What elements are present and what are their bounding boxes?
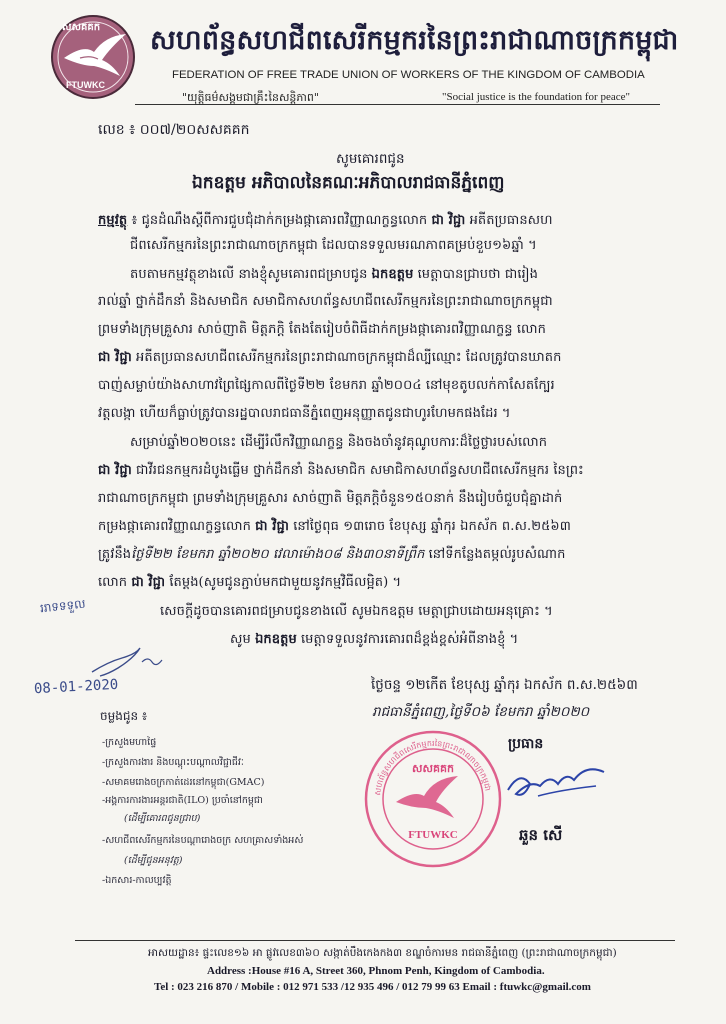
body-line: ព្រមទាំងក្រុមគ្រួសារ សាច់ញាតិ មិត្តភក្តិ តែងតែរៀបចំពិធីដាក់កម្រងផ្កាគោរពវិញ្ញាណក្ខន្ធ លោក [98,322,546,337]
body-line: រាជាណាចក្រកម្ពុជា ព្រមទាំងក្រុមគ្រួសារ សាច់ញាតិ មិត្តភក្តិចំនួន១៥០នាក់ នឹងរៀបចំជួបជុំគ្នាដាក់ [98,491,563,506]
body-line: ត្រូវនឹងថ្ងៃទី២២ ខែមករា ឆ្នាំ២០២០ វេលាម៉ោង០៨ និង៣០នាទីព្រឹក នៅទីកន្លែងតម្កល់រូបសំណាក [98,547,566,562]
body-line: ជីពសេរីកម្មករនៃព្រះរាជាណាចក្រកម្ពុជា ដែលបានទទួលមរណភាពគម្រប់ខួប១៦ឆ្នាំ ។ [130,238,537,253]
footer-address-kh: អាសយដ្ឋាន៖ ផ្ទះលេខ១៦ អា ផ្លូវលេខ៣៦០ សង្កាត់បឹងកេងកង៣ ខណ្ឌចំការមន រាជធានីភ្នំពេញ (ព្រះរាជាណាចក្រកម្ពុជា) [148,947,617,959]
received-initials [88,628,168,684]
header-divider [135,104,660,105]
seal-ring-text: សហព័ន្ធសហជីពសេរីកម្មករនៃព្រះរាជាណាចក្រកម្ពុជា [373,738,493,796]
cc-item: -ក្រសួងមហាផ្ទៃ [102,737,157,748]
seal-text-bottom: FTUWKC [408,829,458,841]
cc-item: (ដើម្បីជូនអនុវត្ត) [124,855,183,866]
cc-item: -អង្គការការងារអន្តរជាតិ(ILO) ប្រចាំនៅកម្ពុជា [102,795,263,806]
handwritten-date: 08-01-2020 [33,676,119,698]
body-line: កម្រងផ្កាគោរពវិញ្ញាណក្ខន្ធលោក ជា វិជ្ជា នៅថ្ងៃពុធ ១៣រោច ខែបុស្ស ឆ្នាំកុរ ឯកស័ក ព.ស.២៥៦៣ [98,519,571,534]
cc-item: -ក្រសួងការងារ និងបណ្តុះបណ្តាលវិជ្ជាជីវៈ [102,757,244,768]
body-line: សូម ឯកឧត្តម មេត្តាទទួលនូវការគោរពដ៏ខ្ពង់ខ្ពស់អំពីនាងខ្ញុំ ។ [230,632,519,647]
body-line: រាល់ឆ្នាំ ថ្នាក់ដឹកនាំ និងសមាជិក សមាជិកាសហព័ន្ធសហជីពសេរីកម្មករនៃព្រះរាជាណាចក្រកម្ពុជា [98,294,553,309]
body-line: សម្រាប់ឆ្នាំ២០២០នេះ ដើម្បីរំលឹកវិញ្ញាណក្ខន្ធ និងចងចាំនូវគុណូបការៈដ៏ថ្លៃថ្លារបស់លោក [130,435,548,450]
handwritten-note: ររាទទទួល [39,596,87,616]
body-line: តបតាមកម្មវត្ថុខាងលើ នាងខ្ញុំសូមគោរពជម្រាបជូន ឯកឧត្តម មេត្តាបានជ្រាបថា ជារៀង [130,267,538,282]
logo-text-top: សសគគក [62,22,101,33]
logo-text-bottom: FTUWKC [66,80,105,90]
body-line: បាញ់សម្លាប់យ៉ាងសាហាវព្រៃផ្សៃកាលពីថ្ងៃទី២២ ខែមករា ឆ្នាំ២០០៤ នៅមុខតូបលក់កាសែតក្បែរ [98,378,555,393]
org-name-kh: សហព័ន្ធសហជីពសេរីកម្មករនៃព្រះរាជាណាចក្រកម្ពុជា [150,25,679,56]
body-line: ជា វិជ្ជា អតីតប្រធានសហជីពសេរីកម្មករនៃព្រះរាជាណាចក្រកម្ពុជាដ៏ល្បីឈ្មោះ ដែលត្រូវបានឃាតក [98,350,562,365]
lunar-date: ថ្ងៃចន្ទ ១២កើត ខែបុស្ស ឆ្នាំកុរ ឯកស័ក ព.ស.២៥៦៣ [371,677,638,693]
footer-contact: Tel : 023 216 870 / Mobile : 012 971 533 /12 935 496 / 012 79 99 63 Email : ftuwkc@gmail.com [154,981,591,993]
body-line: លោក ជា វិជ្ជា តែម្តង(សូមជូនភ្ជាប់មកជាមួយនូវកម្មវិធីលម្អិត) ។ [98,575,402,590]
cc-item: (ដើម្បីគោរពជូនជ្រាប) [124,813,201,824]
signature [500,750,610,820]
body-line: កម្មវត្ថុ ៖ ជូនដំណឹងស្តីពីការជួបជុំដាក់កម្រងផ្កាគោរពវិញ្ញាណក្ខន្ធលោក ជា វិជ្ជា អតីតប្រធានសហ [98,213,553,228]
cc-item: -សហជីពសេរីកម្មករនៃបណ្តារោងចក្រ សហគ្រាសទាំងអស់ [102,835,304,846]
footer-address-en: Address :House #16 A, Street 360, Phnom Penh, Kingdom of Cambodia. [207,965,545,977]
body-line: សេចក្តីដូចបានគោរពជម្រាបជូនខាងលើ សូមឯកឧត្តម មេត្តាជ្រាបដោយអនុគ្រោះ ។ [160,604,553,619]
cc-item: -ឯកសារ-កាលប្បវត្តិ [102,875,172,886]
motto-kh: "យុត្តិធម៌សង្គមជាគ្រឹះនៃសន្តិភាព" [182,91,319,104]
cc-title: ចម្លងជូន ៖ [100,709,148,723]
body-line: វត្តលង្កា ហើយក៏ធ្លាប់ត្រូវបានរដ្ឋបាលរាជធានីភ្នំពេញអនុញ្ញាតជូនជាហូរហែមកផងដែរ ។ [98,406,511,421]
signer-name: ឆួន សើ [519,826,563,844]
official-seal [362,728,504,870]
solar-date: រាជធានីភ្នំពេញ,ថ្ងៃទី០៦ ខែមករា ឆ្នាំ២០២០ [372,704,590,720]
motto-en: "Social justice is the foundation for peace" [442,91,630,103]
org-name-en: FEDERATION OF FREE TRADE UNION OF WORKERS OF THE KINGDOM OF CAMBODIA [172,69,645,81]
subject-label: កម្មវត្ថុ [98,213,128,228]
seal-text-top: សសគគក [412,762,454,775]
salutation: សូមគោរពជូន [336,151,405,167]
footer-divider [75,940,675,941]
signer-role: ប្រធាន [508,736,544,752]
body-line: ជា វិជ្ជា ជាវីរជនកម្មករដំបូងធ្លើម ថ្នាក់ដឹកនាំ និងសមាជិក សមាជិកាសហព័ន្ធសហជីពសេរីកម្មករ នៃព្រះ [98,463,584,478]
cc-item: -សមាគមរោងចក្រកាត់ដេរនៅកម្ពុជា(GMAC) [102,777,265,788]
reference-number: លេខ ៖ ០០៧/២០សសគគក [98,122,250,138]
recipient: ឯកឧត្តម អភិបាលនៃគណៈអភិបាលរាជធានីភ្នំពេញ [192,173,505,193]
